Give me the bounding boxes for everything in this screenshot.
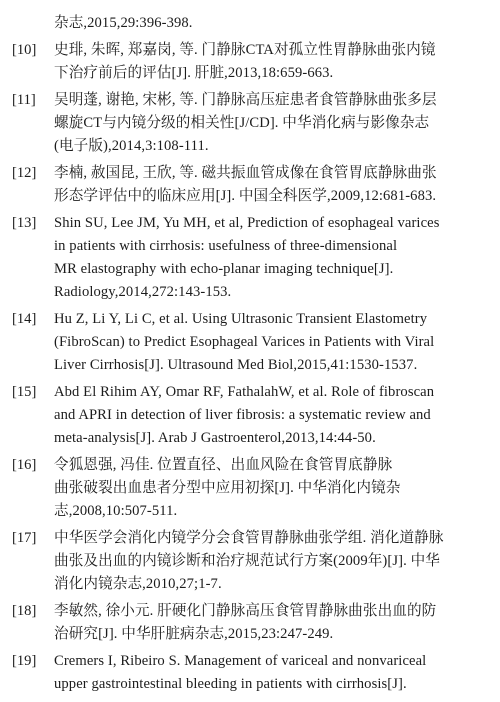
ref-16-line-1: 令狐恩强, 冯佳. 位置直径、出血风险在食管胃底静脉 xyxy=(54,457,393,473)
ref-number: [14] xyxy=(12,311,37,327)
ref-19-line-2: upper gastrointestinal bleeding in patients with cirrhosis[J]. xyxy=(54,676,407,692)
ref-15-line-3: meta-analysis[J]. Arab J Gastroenterol,2013,14:44-50. xyxy=(54,430,376,446)
ref-number: [18] xyxy=(12,603,37,619)
ref-19-line-1: Cremers I, Ribeiro S. Management of variceal and nonvariceal xyxy=(54,653,427,669)
ref-11-line-2: 螺旋CT与内镜分级的相关性[J/CD]. 中华消化病与影像杂志 xyxy=(54,115,430,131)
ref-number: [19] xyxy=(12,653,37,669)
ref-11-line-1: 吴明蓬, 谢艳, 宋彬, 等. 门静脉高压症患者食管静脉曲张多层 xyxy=(54,92,437,108)
ref-16-line-3: 志,2008,10:507-511. xyxy=(54,503,178,519)
ref-number: [16] xyxy=(12,457,37,473)
ref-15-line-1: Abd El Rihim AY, Omar RF, FathalahW, et al. Role of fibroscan xyxy=(54,384,435,400)
ref-10-line-1: 史琲, 朱晖, 郑嘉岗, 等. 门静脉CTA对孤立性胃静脉曲张内镜 xyxy=(54,42,436,58)
ref-13-line-4: Radiology,2014,272:143-153. xyxy=(54,284,232,300)
ref-13-line-3: MR elastography with echo-planar imaging technique[J]. xyxy=(54,261,394,277)
ref-14-line-1: Hu Z, Li Y, Li C, et al. Using Ultrasonic Transient Elastometry xyxy=(54,311,428,327)
ref-10-line-2: 下治疗前后的评估[J]. 肝脏,2013,18:659-663. xyxy=(54,65,334,81)
ref-number: [11] xyxy=(12,92,36,108)
ref-15-line-2: and APRI in detection of liver fibrosis: a systematic review and xyxy=(54,407,431,423)
ref-number: [15] xyxy=(12,384,37,400)
ref-number: [10] xyxy=(12,42,37,58)
ref-number: [12] xyxy=(12,165,37,181)
ref-14-line-2: (FibroScan) to Predict Esophageal Varices in Patients with Viral xyxy=(54,334,435,350)
ref-12-line-2: 形态学评估中的临床应用[J]. 中国全科医学,2009,12:681-683. xyxy=(54,188,437,204)
ref-18-line-2: 治研究[J]. 中华肝脏病杂志,2015,23:247-249. xyxy=(54,626,334,642)
ref-12-line-1: 李楠, 赦国昆, 王欣, 等. 磁共振血管成像在食管胃底静脉曲张 xyxy=(54,165,437,181)
ref-13-line-1: Shin SU, Lee JM, Yu MH, et al, Prediction of esophageal varices xyxy=(54,215,440,231)
ref-number: [13] xyxy=(12,215,37,231)
ref-18-line-1: 李敏然, 徐小元. 肝硬化门静脉高压食管胃静脉曲张出血的防 xyxy=(54,603,437,619)
ref-13-line-2: in patients with cirrhosis: usefulness of three-dimensional xyxy=(54,238,398,254)
ref-number: [17] xyxy=(12,530,37,546)
ref-11-line-3: (电子版),2014,3:108-111. xyxy=(54,138,209,154)
ref-9-continuation: 杂志,2015,29:396-398. xyxy=(54,15,193,31)
ref-17-line-1: 中华医学会消化内镜学分会食管胃静脉曲张学组. 消化道静脉 xyxy=(54,530,444,546)
ref-17-line-2: 曲张及出血的内镜诊断和治疗规范试行方案(2009年)[J]. 中华 xyxy=(54,553,440,569)
ref-14-line-3: Liver Cirrhosis[J]. Ultrasound Med Biol,2015,41:1530-1537. xyxy=(54,357,418,373)
ref-17-line-3: 消化内镜杂志,2010,27;1-7. xyxy=(54,576,222,592)
ref-16-line-2: 曲张破裂出血患者分型中应用初探[J]. 中华消化内镜杂 xyxy=(54,480,401,496)
